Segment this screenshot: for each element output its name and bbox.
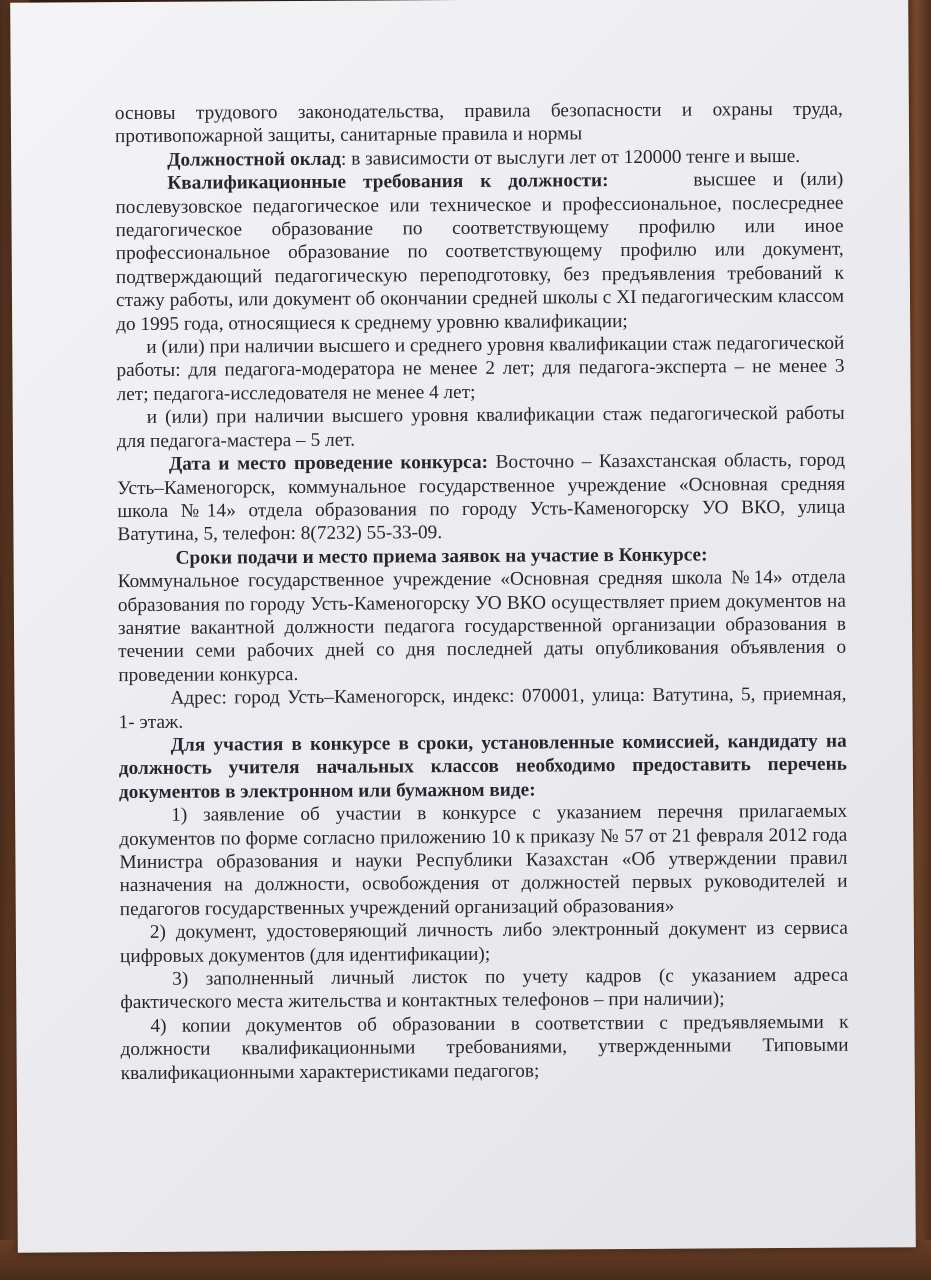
paragraph-address	[118, 683, 846, 734]
list-item: 1) заявление об участии в конкурсе с указанием перечня прилагаемых документов по форме согласно приложению 10 к приказу № 57 от 21 февраля 2012 года Министра образования и науки Республики Казахстан «Об утверждении правил назначения на должности, освобождения от должностей первых руководителей и педагогов государственных учреждений организаций образования»	[119, 800, 848, 920]
salary-text: : в зависимости от выслуги лет от 120000 тенге и выше.	[340, 145, 801, 170]
paragraph-text: и (или) при наличии высшего уровня квалификации стаж педагогической работы для педагога-мастера – 5 лет.	[116, 402, 845, 452]
contest-date-label: Дата и место проведение конкурса:	[168, 451, 489, 475]
paragraph-item-2	[120, 917, 848, 968]
paragraph-documents-intro	[119, 730, 847, 805]
paragraph-text: основы трудового законодательства, правила безопасности и охраны труда, противопожарной защиты, санитарные правила и нормы	[114, 98, 843, 148]
paragraph-experience-moderator	[116, 332, 844, 407]
paragraph-submission-details	[118, 566, 847, 687]
paragraph-qualification-requirements	[115, 168, 849, 336]
contest-date-text: Восточно – Казахстанская область, город Усть–Каменогорск, коммунальное государственное учреждение «Основная средняя школа №14» отдела образования по городу Усть-Каменогорску УО ВКО, улица Ватутина, 5, телефон: 8(7232) 55-33-09.	[117, 449, 846, 546]
paragraph-text: и (или) при наличии высшего и среднего уровня квалификации стаж педагогической работы: для педагога-модератора не менее 2 лет; для педагога-эксперта – не менее 3 лет; педагога-исследователя не менее 4 лет;	[116, 332, 845, 405]
paragraph-item-1	[119, 800, 848, 921]
paragraph-text: Коммунальное государственное учреждение «Основная средняя школа №14» отдела образования по городу Усть-Каменогорску УО ВКО осуществляет прием документов на занятие вакантной должности педагога государственной организации образования в течении семи рабочих дней со дня последней даты опубликования объявления о проведении конкурса.	[117, 566, 847, 686]
list-item: 2) документ, удостоверяющий личность либо электронный документ из сервиса цифровых документов (для идентификации);	[119, 917, 848, 967]
qualification-text: высшее и (или) послевузовское педагогическое или техническое и профессиональное, послесреднее педагогическое образование по соответствующему профилю или иное профессиональное образование по соответствующему профилю или документ, подтверждающий педагогическую переподготовку, без предъявления требований к стажу работы, или документ об окончании средней школы с XI педагогическим классом до 1995 года, относящиеся к среднему уровню квалификации;	[115, 168, 849, 335]
paragraph-text: Адрес: город Усть–Каменогорск, индекс: 070001, улица: Ватутина, 5, приемная, 1- этаж.	[118, 683, 847, 733]
paragraph-item-4	[120, 1010, 848, 1085]
paragraph-item-3	[120, 964, 848, 1015]
paragraph-experience-master	[117, 402, 845, 453]
salary-label: Должностной оклад	[167, 148, 342, 171]
paragraph-contest-date-place	[117, 449, 846, 547]
list-item: 3) заполненный личный листок по учету кадров (с указанием адреса фактического места жительства и контактных телефонов – при наличии);	[120, 964, 849, 1014]
list-item: 4) копии документов об образовании в соответствии с предъявляемыми к должности квалификационными требованиями, утвержденными Типовыми квалификационными характеристиками педагогов;	[120, 1011, 849, 1084]
document-body	[115, 98, 849, 1085]
paper-sheet	[10, 0, 916, 1253]
submission-heading: Сроки подачи и место приема заявок на участие в Конкурсе:	[175, 544, 708, 569]
paragraph-safety-rules	[115, 98, 843, 149]
qualification-label: Квалификационные требования к должности:	[167, 170, 609, 195]
documents-intro-bold: Для участия в конкурсе в сроки, установленные комиссией, кандидату на должность учителя начальных классов необходимо предоставить перечень документов в электронном или бумажном виде:	[118, 730, 847, 803]
